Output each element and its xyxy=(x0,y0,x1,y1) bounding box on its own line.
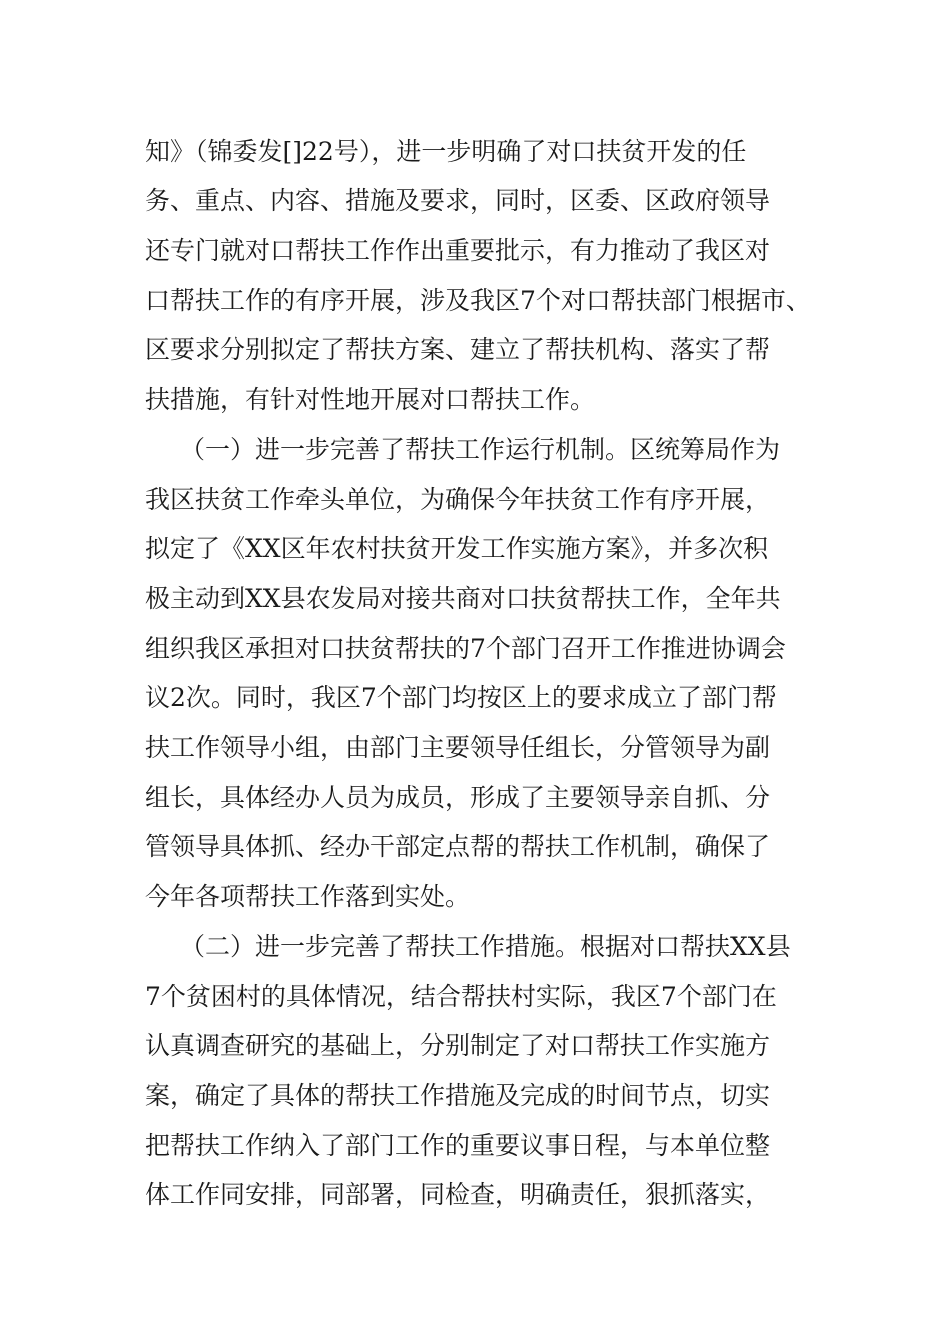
text-line: 组长，具体经办人员为成员，形成了主要领导亲自抓、分 xyxy=(145,783,771,812)
text-line: 口帮扶工作的有序开展，涉及我区7个对口帮扶部门根据市、 xyxy=(145,286,811,315)
text-line: 扶工作领导小组，由部门主要领导任组长，分管领导为副 xyxy=(145,733,771,762)
text-line: 还专门就对口帮扶工作作出重要批示，有力推动了我区对 xyxy=(145,236,771,265)
paragraph-heading-2: （二）进一步完善了帮扶工作措施。根据对口帮扶XX县 xyxy=(180,932,791,961)
text-line: 议2次。同时，我区7个部门均按区上的要求成立了部门帮 xyxy=(145,683,777,712)
text-line: 体工作同安排，同部署，同检查，明确责任，狠抓落实， xyxy=(145,1180,771,1209)
text-line: 把帮扶工作纳入了部门工作的重要议事日程，与本单位整 xyxy=(145,1131,771,1160)
text-line: 拟定了《XX区年农村扶贫开发工作实施方案》，并多次积 xyxy=(145,534,769,563)
text-line: 区要求分别拟定了帮扶方案、建立了帮扶机构、落实了帮 xyxy=(145,335,771,364)
text-line: 管领导具体抓、经办干部定点帮的帮扶工作机制，确保了 xyxy=(145,832,771,861)
text-line: 知》（锦委发[]22号），进一步明确了对口扶贫开发的任 xyxy=(145,137,747,166)
text-line: 极主动到XX县农发局对接共商对口扶贫帮扶工作，全年共 xyxy=(145,584,781,613)
text-line: 认真调查研究的基础上，分别制定了对口帮扶工作实施方 xyxy=(145,1031,771,1060)
text-line: 案，确定了具体的帮扶工作措施及完成的时间节点，切实 xyxy=(145,1081,771,1110)
text-line: 7个贫困村的具体情况，结合帮扶村实际，我区7个部门在 xyxy=(145,982,777,1011)
paragraph-heading-1: （一）进一步完善了帮扶工作运行机制。区统筹局作为 xyxy=(180,435,781,464)
text-line: 务、重点、内容、措施及要求，同时，区委、区政府领导 xyxy=(145,186,771,215)
text-line: 扶措施，有针对性地开展对口帮扶工作。 xyxy=(145,385,596,414)
text-line: 我区扶贫工作牵头单位，为确保今年扶贫工作有序开展， xyxy=(145,485,771,514)
text-line: 今年各项帮扶工作落到实处。 xyxy=(145,882,471,911)
text-line: 组织我区承担对口扶贫帮扶的7个部门召开工作推进协调会 xyxy=(145,634,786,663)
